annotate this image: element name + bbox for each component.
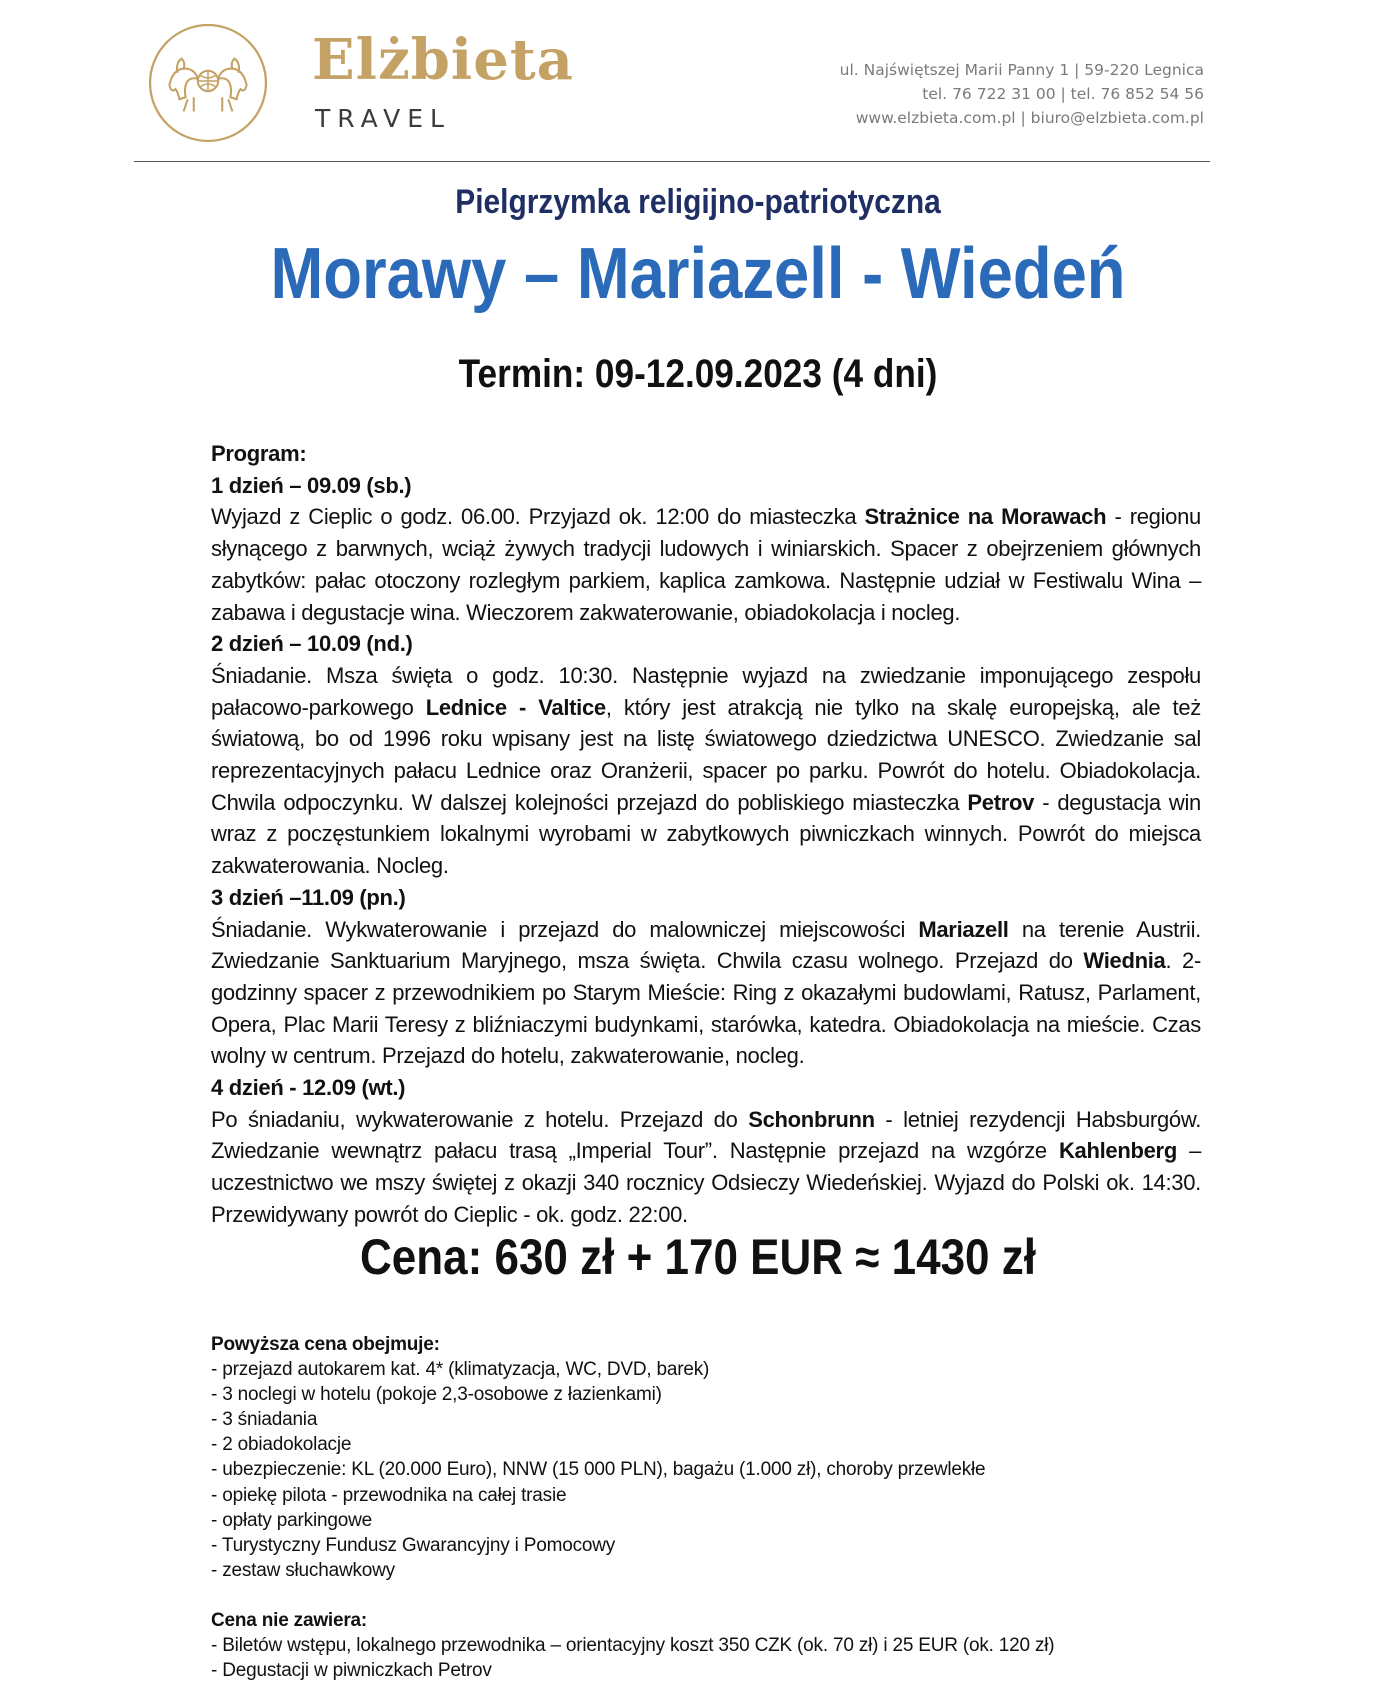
list-item: - ubezpieczenie: KL (20.000 Euro), NNW (15 000 PLN), bagażu (1.000 zł), choroby przewlekłe [211,1459,986,1481]
list-item: - opłaty parkingowe [211,1509,372,1531]
list-item: - 2 obiadokolacje [211,1434,352,1456]
day-description [211,660,1201,882]
page-subtitle: Pielgrzymka religijno-patriotyczna [455,183,941,221]
description-text: - letniej rezydencji Habsburgów. Zwiedzanie wewnątrz pałacu trasą „Imperial Tour”. Następnie przejazd na wzgórze [211,1106,1202,1164]
price-excludes [211,1608,1201,1683]
brand [312,27,574,133]
description-text: - regionu słynącego z barwnych, wciąż żywych tradycji ludowych i winiarskich. Spacer z obejrzeniem głównych zabytków: pałac otoczony rozległym parkiem, kaplica zamkowa. Następnie udział w Festiwalu Wina – zabawa i degustacje wina. Wieczorem zakwaterowanie, obiadokolacja i nocleg. [211,504,1201,625]
excludes-heading: Cena nie zawiera: [211,1610,368,1631]
description-text: Wyjazd z Cieplic o godz. 06.00. Przyjazd ok. 12:00 do miasteczka [211,504,865,530]
place-name: Mariazell [918,916,1009,942]
company-logo [147,22,269,144]
list-item: - opiekę pilota - przewodnika na całej trasie [211,1484,567,1506]
place-name: Lednice - Valtice [425,694,606,720]
contact-address: ul. Najświętszej Marii Panny 1 | 59-220 Legnica [839,61,1204,79]
trip-dates: Termin: 09-12.09.2023 (4 dni) [458,352,938,396]
day-heading: 4 dzień - 12.09 (wt.) [211,1075,406,1101]
day-heading: 2 dzień – 10.09 (nd.) [211,631,413,657]
list-item: - zestaw słuchawkowy [211,1559,395,1581]
day-description [211,1104,1201,1231]
place-name: Schonbrunn [748,1106,875,1132]
program-days [211,470,1201,1231]
day-description [211,501,1201,628]
program-section [211,438,1201,1231]
header-divider [134,161,1210,162]
description-text: Śniadanie. Msza święta o godz. 10:30. Następnie wyjazd na zwiedzanie imponującego zespołu pałacowo-parkowego [211,662,1201,720]
place-name: Kahlenberg [1058,1138,1177,1164]
list-item: - 3 noclegi w hotelu (pokoje 2,3-osobowe z łazienkami) [211,1384,662,1406]
list-item: - Degustacji w piwniczkach Petrov [211,1660,492,1682]
place-name: Petrov [967,789,1035,815]
list-item: - Biletów wstępu, lokalnego przewodnika – orientacyjny koszt 350 CZK (ok. 70 zł) i 25 EUR (ok. 120 zł) [211,1635,1055,1657]
contact-info [840,58,1204,130]
brand-subtitle: TRAVEL [315,104,451,133]
description-text: - degustacja win wraz z poczęstunkiem lokalnymi wyrobami w zabytkowych piwniczkach winnych. Powrót do miejsca zakwaterowania. Nocleg. [211,789,1201,879]
place-name: Strażnice na Morawach [864,504,1107,530]
description-text: , który jest atrakcją nie tylko na skalę europejską, ale też światową, bo od 1996 roku wpisany jest na listę światowego dziedzictwa UNESCO. Zwiedzanie sal reprezentacyjnych pałacu Lednice oraz Oranżerii, spacer po parku. Powrót do hotelu. Obiadokolacja. Chwila odpoczynku. W dalszej kolejności przejazd do pobliskiego miasteczka [211,694,1201,815]
description-text: Po śniadaniu, wykwaterowanie z hotelu. Przejazd do [211,1106,749,1132]
contact-phones: tel. 76 722 31 00 | tel. 76 852 54 56 [922,85,1204,103]
place-name: Wiednia [1083,948,1166,974]
includes-heading: Powyższa cena obejmuje: [211,1334,440,1355]
price: Cena: 630 zł + 170 EUR ≈ 1430 zł [360,1229,1036,1285]
list-item: - Turystyczny Fundusz Gwarancyjny i Pomocowy [211,1534,616,1556]
day-description [211,914,1201,1073]
excludes-list [211,1633,1201,1683]
includes-list [211,1357,1201,1583]
contact-web-email: www.elzbieta.com.pl | biuro@elzbieta.com.pl [855,109,1204,127]
page-title: Morawy – Mariazell - Wiedeń [270,234,1126,314]
brand-name: Elżbieta [312,27,574,93]
price-includes [211,1332,1201,1583]
list-item: - 3 śniadania [211,1409,318,1431]
description-text: Śniadanie. Wykwaterowanie i przejazd do malowniczej miejscowości [211,916,919,942]
description-text: . 2-godzinny spacer z przewodnikiem po Starym Mieście: Ring z okazałymi budowlami, Ratusz, Parlament, Opera, Plac Marii Teresy z bliźniaczymi budynkami, starówka, katedra. Obiadokolacja na mieście. Czas wolny w centrum. Przejazd do hotelu, zakwaterowanie, nocleg. [211,948,1201,1069]
day-heading: 1 dzień – 09.09 (sb.) [211,472,412,498]
day-heading: 3 dzień –11.09 (pn.) [211,884,406,910]
program-label: Program: [211,441,307,466]
description-text: – uczestnictwo we mszy świętej z okazji 340 rocznicy Odsieczy Wiedeńskiej. Wyjazd do Polski ok. 14:30. Przewidywany powrót do Cieplic - ok. godz. 22:00. [211,1138,1202,1227]
list-item: - przejazd autokarem kat. 4* (klimatyzacja, WC, DVD, barek) [211,1359,710,1381]
description-text: na terenie Austrii. Zwiedzanie Sanktuarium Maryjnego, msza święta. Chwila czasu wolnego. Przejazd do [211,916,1201,974]
